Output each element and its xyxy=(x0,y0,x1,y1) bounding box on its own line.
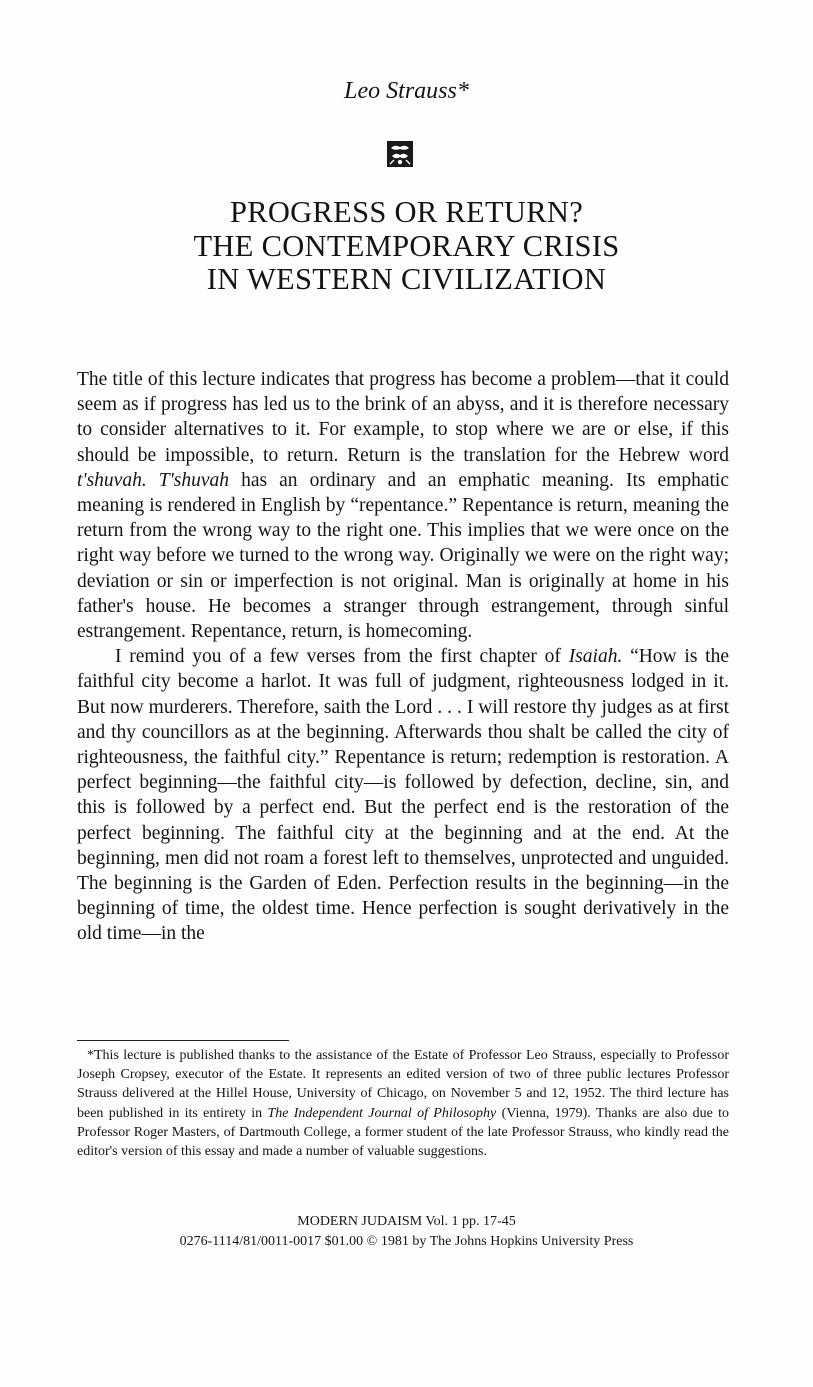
book-title: Isaiah. xyxy=(568,646,623,668)
title-line: THE CONTEMPORARY CRISIS xyxy=(193,228,620,263)
text-run: (Vienna, 1979). Thanks are also due to Professor Roger Masters, of Dartmouth College, a former student of the late Professor Strauss, who kindly read the editor's version of this essay and made a number of valuable suggestions. xyxy=(77,1105,729,1160)
article-body xyxy=(77,367,729,947)
hebrew-term: T'shuvah xyxy=(158,469,230,491)
text-run: The title of this lecture indicates that progress has become a problem—that it could seem as if progress has led us to the brink of an abyss, and it is therefore necessary to consider alternatives to it. For example, to stop where we are or else, if this should be impossible, to return. Return is the translation for the Hebrew word xyxy=(77,369,729,466)
footnote-divider xyxy=(77,1040,289,1041)
title-line: PROGRESS OR RETURN? xyxy=(229,195,584,229)
hebrew-term: t'shuvah. xyxy=(77,469,147,491)
text-run: has an ordinary and an emphatic meaning. Its emphatic meaning is rendered in English by “repentance.” Repentance is return, meaning the return from the wrong way to the right one. This implies that we were once on the right way before we turned to the wrong way. Originally we were on the right way; deviation or sin or imperfection is not original. Man is originally at home in his father's house. He becomes a stranger through estrangement, through sinful estrangement. Repentance, return, is homecoming. xyxy=(77,469,730,643)
text-run: “How is the faithful city become a harlot. It was full of judgment, righteousness lodged in it. But now murderers. Therefore, saith the Lord . . . I will restore thy judges as at first and thy councillors as at the beginning. Afterwards thou shalt be called the city of righteousness, the faithful city.” Repentance is return; redemption is restoration. A perfect beginning—the faithful city—is followed by defection, decline, sin, and this is followed by a perfect end. But the perfect end is the restoration of the perfect beginning. The faithful city at the beginning and at the end. At the beginning, men did not roam a forest left to themselves, unprotected and unguided. The beginning is the Garden of Eden. Perfection results in the beginning—in the beginning of time, the oldest time. Hence perfection is sought derivatively in the old time—in the xyxy=(77,646,729,945)
title-line: IN WESTERN CIVILIZATION xyxy=(206,262,607,296)
publication-info xyxy=(0,1212,813,1252)
fleuron-ornament-icon xyxy=(385,139,415,169)
body-paragraph xyxy=(77,644,729,946)
journal-citation: MODERN JUDAISM Vol. 1 pp. 17-45 xyxy=(297,1214,516,1229)
body-paragraph xyxy=(77,367,729,644)
author-name: Leo Strauss* xyxy=(344,78,469,104)
copyright-line: 0276-1114/81/0011-0017 $01.00 © 1981 by The Johns Hopkins University Press xyxy=(179,1234,634,1249)
footnote xyxy=(77,1046,729,1161)
text-run: *This lecture is published thanks to the assistance of the Estate of Professor Leo Strauss, especially to Professor Joseph Cropsey, executor of the Estate. It represents an edited version of two of three public lectures Professor Strauss delivered at the Hillel House, University of Chicago, on November 5 and 12, 1952. The third lecture has been published in its entirety in xyxy=(77,1048,729,1121)
article-title xyxy=(0,196,813,297)
journal-title: The Independent Journal of Philosophy xyxy=(267,1105,497,1121)
text-run: I remind you of a few verses from the first chapter of xyxy=(115,646,569,668)
